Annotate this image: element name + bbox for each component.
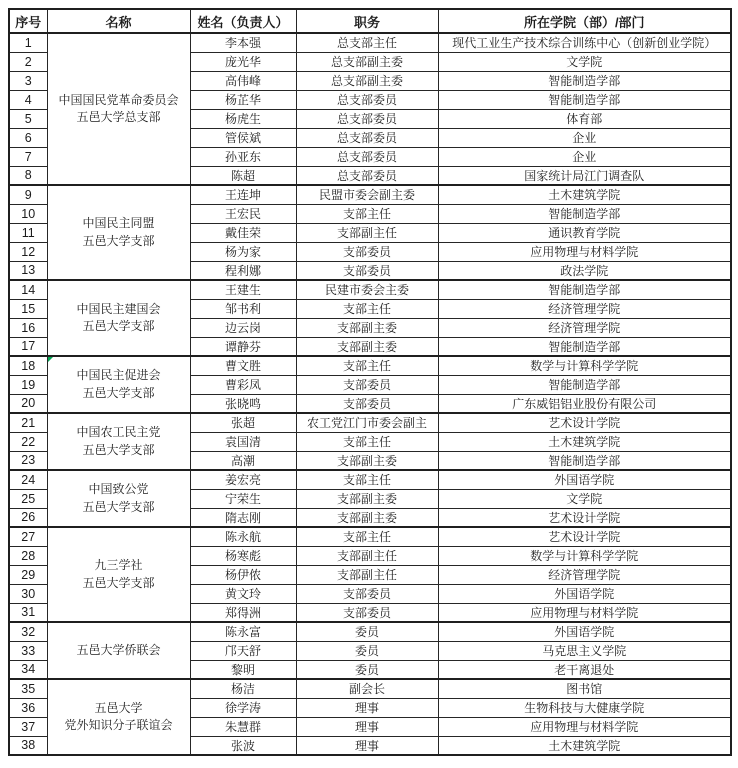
cell-department: 政法学院 [438, 261, 731, 280]
cell-index: 32 [9, 622, 47, 641]
cell-position: 民盟市委会副主委 [296, 185, 438, 204]
table-body [9, 33, 731, 755]
cell-group-name [47, 470, 190, 527]
cell-department: 智能制造学部 [438, 71, 731, 90]
cell-person-name: 王连坤 [190, 185, 296, 204]
cell-person-name: 杨伊侬 [190, 565, 296, 584]
table-row [9, 679, 731, 698]
cell-department: 马克思主义学院 [438, 641, 731, 660]
cell-position: 总支部委员 [296, 128, 438, 147]
cell-index: 6 [9, 128, 47, 147]
table-header-row [9, 9, 731, 33]
cell-department: 图书馆 [438, 679, 731, 698]
cell-department: 文学院 [438, 52, 731, 71]
cell-department: 智能制造学部 [438, 375, 731, 394]
cell-index: 26 [9, 508, 47, 527]
cell-person-name: 姜宏亮 [190, 470, 296, 489]
cell-group-name [47, 280, 190, 356]
group-name-line: 五邑大学侨联会 [76, 642, 161, 657]
group-name-line: 中国国民党革命委员会 [58, 92, 179, 107]
cell-group-name [47, 356, 190, 413]
cell-department: 国家统计局江门调查队 [438, 166, 731, 185]
cell-index: 18 [9, 356, 47, 375]
cell-group-name [47, 33, 190, 185]
cell-position: 支部主任 [296, 356, 438, 375]
cell-person-name: 杨芷华 [190, 90, 296, 109]
cell-department: 老干离退处 [438, 660, 731, 679]
cell-department: 艺术设计学院 [438, 508, 731, 527]
cell-index: 7 [9, 147, 47, 166]
cell-position: 支部副主委 [296, 318, 438, 337]
cell-position: 支部副主委 [296, 451, 438, 470]
cell-department: 土木建筑学院 [438, 185, 731, 204]
cell-index: 5 [9, 109, 47, 128]
cell-person-name: 张超 [190, 413, 296, 432]
cell-person-name: 戴佳荣 [190, 223, 296, 242]
cell-index: 17 [9, 337, 47, 356]
cell-position: 委员 [296, 641, 438, 660]
cell-person-name: 高伟峰 [190, 71, 296, 90]
cell-index: 28 [9, 546, 47, 565]
cell-person-name: 高潮 [190, 451, 296, 470]
cell-person-name: 杨洁 [190, 679, 296, 698]
group-name-line: 中国致公党 [88, 482, 149, 497]
group-name-line: 中国民主促进会 [76, 368, 161, 383]
cell-department: 艺术设计学院 [438, 527, 731, 546]
cell-index: 27 [9, 527, 47, 546]
cell-position: 总支部副主委 [296, 52, 438, 71]
cell-index: 23 [9, 451, 47, 470]
cell-department: 数学与计算科学学院 [438, 356, 731, 375]
cell-index: 35 [9, 679, 47, 698]
cell-department: 经济管理学院 [438, 299, 731, 318]
cell-index: 10 [9, 204, 47, 223]
cell-position: 支部委员 [296, 242, 438, 261]
cell-position: 支部主任 [296, 432, 438, 451]
cell-department: 体育部 [438, 109, 731, 128]
cell-index: 4 [9, 90, 47, 109]
cell-person-name: 曹彩凤 [190, 375, 296, 394]
cell-position: 总支部委员 [296, 147, 438, 166]
cell-index: 2 [9, 52, 47, 71]
group-name-line: 五邑大学支部 [82, 385, 155, 400]
cell-position: 支部副主委 [296, 508, 438, 527]
cell-position: 支部主任 [296, 527, 438, 546]
cell-position: 支部副主任 [296, 565, 438, 584]
cell-department: 外国语学院 [438, 584, 731, 603]
cell-person-name: 黎明 [190, 660, 296, 679]
cell-position: 支部副主委 [296, 489, 438, 508]
cell-position: 总支部委员 [296, 90, 438, 109]
cell-department: 经济管理学院 [438, 318, 731, 337]
cell-index: 3 [9, 71, 47, 90]
column-header-1: 名称 [47, 9, 190, 33]
group-name-line: 五邑大学支部 [82, 442, 155, 457]
cell-position: 总支部委员 [296, 166, 438, 185]
cell-person-name: 管侯斌 [190, 128, 296, 147]
cell-index: 33 [9, 641, 47, 660]
cell-position: 支部主任 [296, 204, 438, 223]
cell-department: 通识教育学院 [438, 223, 731, 242]
table-row [9, 413, 731, 432]
column-header-4: 所在学院（部）/部门 [438, 9, 731, 33]
cell-person-name: 曹文胜 [190, 356, 296, 375]
group-name-line: 党外知识分子联谊会 [64, 718, 173, 732]
cell-position: 支部副主委 [296, 337, 438, 356]
cell-position: 理事 [296, 717, 438, 736]
cell-index: 20 [9, 394, 47, 413]
cell-person-name: 隋志刚 [190, 508, 296, 527]
cell-index: 1 [9, 33, 47, 52]
cell-position: 支部主任 [296, 299, 438, 318]
cell-index: 34 [9, 660, 47, 679]
cell-department: 数学与计算科学学院 [438, 546, 731, 565]
cell-index: 31 [9, 603, 47, 622]
cell-department: 广东威铝铝业股份有限公司 [438, 394, 731, 413]
cell-person-name: 杨为家 [190, 242, 296, 261]
cell-index: 30 [9, 584, 47, 603]
cell-index: 16 [9, 318, 47, 337]
cell-department: 应用物理与材料学院 [438, 603, 731, 622]
group-name-line: 五邑大学支部 [82, 233, 155, 248]
cell-index: 11 [9, 223, 47, 242]
cell-department: 生物科技与大健康学院 [438, 698, 731, 717]
group-name-line: 五邑大学支部 [82, 575, 155, 590]
cell-person-name: 张波 [190, 736, 296, 755]
cell-index: 9 [9, 185, 47, 204]
cell-group-name [47, 622, 190, 679]
cell-index: 37 [9, 717, 47, 736]
cell-department: 经济管理学院 [438, 565, 731, 584]
column-header-3: 职务 [296, 9, 438, 33]
cell-department: 土木建筑学院 [438, 432, 731, 451]
cell-person-name: 宁荣生 [190, 489, 296, 508]
table-row [9, 356, 731, 375]
table-row [9, 622, 731, 641]
column-header-0: 序号 [9, 9, 47, 33]
cell-group-name [47, 413, 190, 470]
group-name-line: 五邑大学支部 [82, 499, 155, 514]
cell-group-name [47, 185, 190, 280]
cell-person-name: 邝天舒 [190, 641, 296, 660]
cell-position: 副会长 [296, 679, 438, 698]
cell-person-name: 陈超 [190, 166, 296, 185]
cell-person-name: 黄文玲 [190, 584, 296, 603]
cell-position: 支部委员 [296, 261, 438, 280]
cell-position: 支部委员 [296, 375, 438, 394]
cell-person-name: 朱慧群 [190, 717, 296, 736]
cell-department: 外国语学院 [438, 470, 731, 489]
cell-person-name: 陈永富 [190, 622, 296, 641]
cell-position: 支部主任 [296, 470, 438, 489]
header-row [9, 9, 731, 33]
cell-department: 现代工业生产技术综合训练中心（创新创业学院） [438, 33, 731, 52]
cell-position: 农工党江门市委会副主 [296, 413, 438, 432]
group-name-line: 中国民主同盟 [82, 216, 155, 231]
cell-group-name [47, 679, 190, 755]
cell-position: 支部副主任 [296, 223, 438, 242]
cell-person-name: 王宏民 [190, 204, 296, 223]
cell-person-name: 袁国清 [190, 432, 296, 451]
cell-index: 15 [9, 299, 47, 318]
cell-department: 外国语学院 [438, 622, 731, 641]
column-header-2: 姓名（负责人） [190, 9, 296, 33]
cell-person-name: 谭静芬 [190, 337, 296, 356]
cell-position: 理事 [296, 698, 438, 717]
cell-index: 19 [9, 375, 47, 394]
cell-index: 14 [9, 280, 47, 299]
cell-position: 理事 [296, 736, 438, 755]
cell-department: 土木建筑学院 [438, 736, 731, 755]
cell-index: 8 [9, 166, 47, 185]
cell-person-name: 孙亚东 [190, 147, 296, 166]
cell-group-name [47, 527, 190, 622]
cell-person-name: 郑得洲 [190, 603, 296, 622]
comment-marker-icon [48, 357, 53, 362]
roster-table [8, 8, 732, 756]
group-name-line: 中国农工民主党 [76, 425, 161, 440]
cell-index: 38 [9, 736, 47, 755]
cell-department: 企业 [438, 128, 731, 147]
cell-department: 艺术设计学院 [438, 413, 731, 432]
table-row [9, 33, 731, 52]
group-name-line: 中国民主建国会 [76, 301, 161, 316]
cell-position: 委员 [296, 622, 438, 641]
cell-position: 民建市委会主委 [296, 280, 438, 299]
cell-department: 智能制造学部 [438, 204, 731, 223]
cell-index: 12 [9, 242, 47, 261]
cell-person-name: 王建生 [190, 280, 296, 299]
cell-index: 25 [9, 489, 47, 508]
cell-person-name: 边云岗 [190, 318, 296, 337]
group-name-line: 五邑大学 [94, 700, 143, 715]
group-name-line: 五邑大学支部 [82, 319, 155, 333]
cell-position: 总支部副主委 [296, 71, 438, 90]
table-row [9, 280, 731, 299]
cell-index: 24 [9, 470, 47, 489]
cell-department: 应用物理与材料学院 [438, 717, 731, 736]
group-name-line: 五邑大学总支部 [76, 110, 161, 124]
cell-department: 文学院 [438, 489, 731, 508]
cell-person-name: 庞光华 [190, 52, 296, 71]
cell-position: 支部委员 [296, 584, 438, 603]
cell-index: 29 [9, 565, 47, 584]
cell-person-name: 李本强 [190, 33, 296, 52]
cell-person-name: 徐学涛 [190, 698, 296, 717]
cell-department: 智能制造学部 [438, 451, 731, 470]
cell-department: 智能制造学部 [438, 90, 731, 109]
cell-department: 智能制造学部 [438, 280, 731, 299]
group-name-line: 九三学社 [94, 558, 143, 573]
cell-position: 支部委员 [296, 394, 438, 413]
cell-person-name: 邹书利 [190, 299, 296, 318]
cell-person-name: 陈永航 [190, 527, 296, 546]
cell-position: 支部副主任 [296, 546, 438, 565]
cell-person-name: 杨虎生 [190, 109, 296, 128]
table-row [9, 470, 731, 489]
cell-department: 智能制造学部 [438, 337, 731, 356]
cell-position: 委员 [296, 660, 438, 679]
cell-index: 22 [9, 432, 47, 451]
cell-index: 21 [9, 413, 47, 432]
cell-person-name: 杨寒彪 [190, 546, 296, 565]
cell-position: 总支部委员 [296, 109, 438, 128]
cell-index: 36 [9, 698, 47, 717]
table-row [9, 185, 731, 204]
cell-index: 13 [9, 261, 47, 280]
table-row [9, 527, 731, 546]
cell-position: 总支部主任 [296, 33, 438, 52]
cell-person-name: 程利娜 [190, 261, 296, 280]
cell-person-name: 张晓鸣 [190, 394, 296, 413]
cell-department: 企业 [438, 147, 731, 166]
cell-position: 支部委员 [296, 603, 438, 622]
cell-department: 应用物理与材料学院 [438, 242, 731, 261]
